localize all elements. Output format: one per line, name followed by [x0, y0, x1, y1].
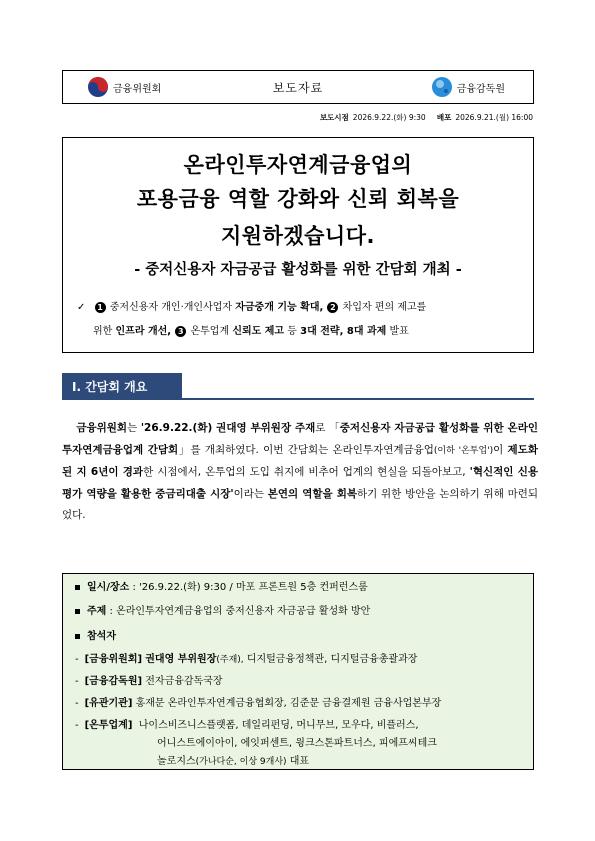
subtitle: - 중저신용자 자금공급 활성화를 위한 간담회 개최 -: [134, 262, 462, 278]
square-bullet-icon: [75, 609, 80, 614]
summary-line-1: ✓ 1 중저신용자 개인·개인사업자 자금중개 기능 확대, 2 차입자 편의 제고를: [77, 302, 427, 313]
distribution-value: 2026.9.21.(월) 16:00: [455, 113, 533, 122]
embargo-label: 보도시점: [319, 113, 349, 122]
attendee-industry: - [온투업계] 나이스비즈니스플랫폼, 데일리펀딩, 머니무브, 모우다, 비플러스,: [75, 720, 419, 731]
attendee-fss: - [금융감독원] 전자금융감독국장: [75, 676, 223, 687]
title-box: [62, 137, 534, 353]
attendee-related: - [유관기관] 홍재문 온라인투자연계금융협회장, 김준문 금융결제원 금융사업본부장: [75, 698, 442, 709]
attendee-fsc: - [금융위원회] 권대영 부위원장(주재), 디지털금융정책관, 디지털금융총괄과장: [75, 654, 418, 665]
section-divider: [62, 398, 534, 400]
summary-line-2: 위한 인프라 개선, 3 온투업계 신뢰도 제고 등 3대 전략, 8대 과제 발표: [93, 326, 409, 337]
square-bullet-icon: [75, 585, 80, 590]
attendees-row: 참석자: [75, 630, 116, 644]
check-icon: ✓: [77, 302, 86, 313]
fss-name: 금융감독원: [456, 83, 505, 95]
attendee-industry-cont-1: 어니스트에이아이, 에잇퍼센트, 윙크스톤파트너스, 피에프씨테크: [157, 738, 437, 749]
number-2-icon: 2: [327, 302, 338, 313]
title-line-1: 온라인투자연계금융업의: [183, 153, 413, 177]
doc-type-title: 보도자료: [272, 81, 324, 95]
title-line-2: 포용금융 역할 강화와 신뢰 회복을: [136, 187, 460, 211]
header-box: [62, 70, 534, 104]
fss-globe-icon: [431, 76, 453, 98]
fss-logo-group: [431, 76, 505, 98]
title-line-3: 지원하겠습니다.: [221, 224, 375, 248]
number-1-icon: 1: [95, 302, 106, 313]
distribution-label: 배포: [436, 113, 452, 122]
event-info-box: [62, 573, 534, 770]
number-3-icon: 3: [175, 326, 186, 337]
release-info: [316, 112, 533, 123]
topic-row: 주제 : 온라인투자연계금융업의 중저신용자 자금공급 활성화 방안: [75, 605, 370, 619]
attendee-industry-cont-2: 놀로지스(가나다순, 이상 9개사) 대표: [157, 756, 310, 767]
body-paragraph: 금융위원회는 '26.9.22.(화) 권대영 부위원장 주재로 「중저신용자 자금공급 활성화를 위한 온라인투자연계금융업계 간담회」를 개최하였다. 이번 간담회는 온라인투자연계금융업(이하 '온투업')이 제도화된 지 6년이 경과한 시점에서, 온투업의 도입 취지에 비추어 업계의 현실을 되돌아보고, '혁신적인 신용평가 역량을 활용한 중금리대출 시장'이라는 본연의 역할을 회복하기 위한 방안을 논의하기 위해 마련되었다.: [62, 422, 538, 521]
section-header: [62, 373, 182, 400]
datetime-row: 일시/장소 : '26.9.22.(화) 9:30 / 마포 프론트원 5층 컨퍼런스룸: [75, 581, 368, 595]
embargo-value: 2026.9.22.(화) 9:30: [352, 113, 426, 122]
section-title: Ⅰ. 간담회 개요: [72, 380, 148, 394]
square-bullet-icon: [75, 634, 80, 639]
fsc-name: 금융위원회: [113, 83, 162, 95]
